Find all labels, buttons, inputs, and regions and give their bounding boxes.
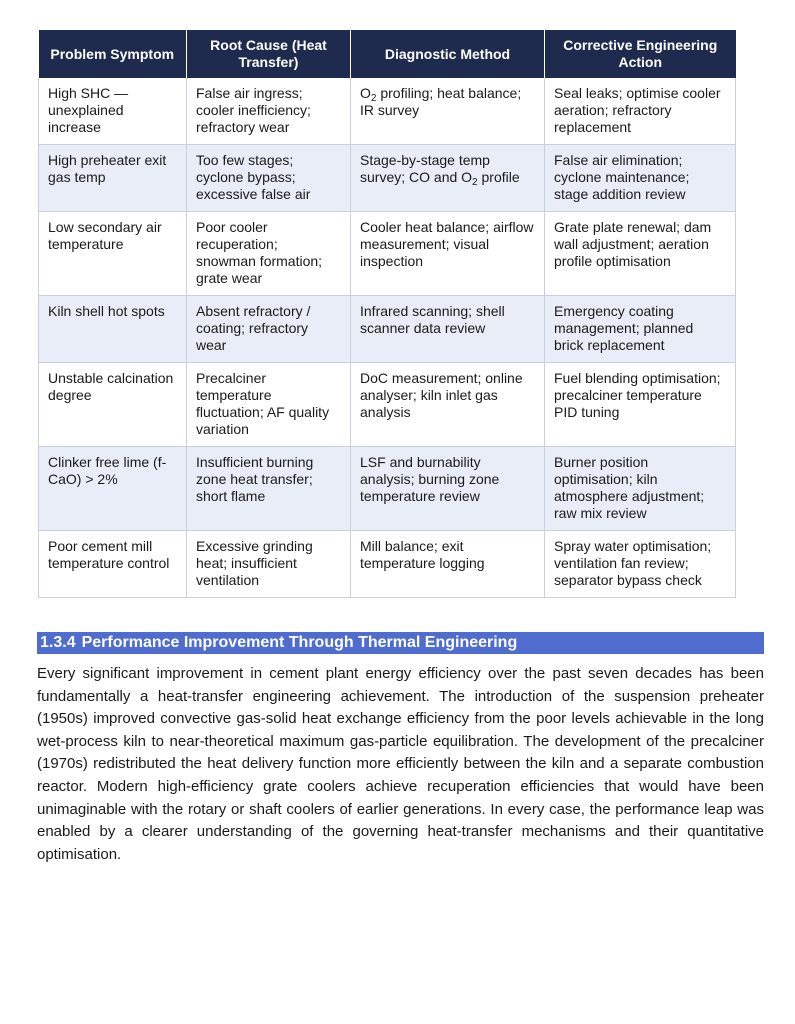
cell-symptom: Unstable calcination degree (39, 363, 187, 447)
subscript-2: 2 (472, 177, 478, 188)
cell-action: Grate plate renewal; dam wall adjustment; aeration profile optimisation (545, 212, 736, 296)
diagnostic-text: profile (477, 169, 520, 185)
header-root-cause: Root Cause (Heat Transfer) (187, 30, 351, 78)
table-row (39, 78, 736, 145)
section-heading (37, 632, 764, 654)
diagnostic-text: Stage-by-stage temp survey; CO and O (360, 152, 490, 185)
cell-action: Spray water optimisation; ventilation fan review; separator bypass check (545, 531, 736, 598)
table-row (39, 212, 736, 296)
section-number: 1.3.4 (40, 634, 76, 651)
cell-diagnostic (351, 78, 545, 145)
cell-cause: Too few stages; cyclone bypass; excessive false air (187, 145, 351, 212)
cell-action: Fuel blending optimisation; precalciner temperature PID tuning (545, 363, 736, 447)
cell-cause: Excessive grinding heat; insufficient ventilation (187, 531, 351, 598)
cell-action: Emergency coating management; planned brick replacement (545, 296, 736, 363)
cell-action: Burner position optimisation; kiln atmosphere adjustment; raw mix review (545, 447, 736, 531)
header-corrective-action: Corrective Engineering Action (545, 30, 736, 78)
cell-symptom: Kiln shell hot spots (39, 296, 187, 363)
cell-action: False air elimination; cyclone maintenance; stage addition review (545, 145, 736, 212)
section-body-paragraph: Every significant improvement in cement plant energy efficiency over the past seven decades has been fundamentally a heat-transfer engineering achievement. The introduction of the suspension preheater (1950s) improved convective gas-solid heat exchange efficiency from the poor levels achievable in the long wet-process kiln to near-theoretical maximum gas-particle equilibration. The development of the precalciner (1970s) redistributed the heat delivery function more efficiently between the kiln and a separate combustion reactor. Modern high-efficiency grate coolers achieve recuperation efficiencies that would have been unimaginable with the rotary or shaft coolers of earlier generations. In every case, the performance leap was enabled by a clearer understanding of the governing heat-transfer mechanisms and their quantitative optimisation. (37, 665, 764, 863)
table-row (39, 447, 736, 531)
cell-diagnostic: LSF and burnability analysis; burning zone temperature review (351, 447, 545, 531)
cell-diagnostic: DoC measurement; online analyser; kiln inlet gas analysis (351, 363, 545, 447)
cell-action: Seal leaks; optimise cooler aeration; refractory replacement (545, 78, 736, 145)
cell-diagnostic: Mill balance; exit temperature logging (351, 531, 545, 598)
cell-cause: Precalciner temperature fluctuation; AF quality variation (187, 363, 351, 447)
cell-symptom: High SHC — unexplained increase (39, 78, 187, 145)
cell-cause: False air ingress; cooler inefficiency; refractory wear (187, 78, 351, 145)
cell-cause: Insufficient burning zone heat transfer; short flame (187, 447, 351, 531)
table-row (39, 531, 736, 598)
cell-symptom: Clinker free lime (f-CaO) > 2% (39, 447, 187, 531)
diagnostic-table (38, 30, 736, 598)
subscript-2: 2 (370, 93, 377, 104)
diagnostic-text: profiling; heat balance; IR survey (360, 85, 522, 118)
table-row (39, 363, 736, 447)
table-header-row (39, 30, 736, 78)
table-row (39, 296, 736, 363)
header-diagnostic-method: Diagnostic Method (351, 30, 545, 78)
table-row (39, 145, 736, 212)
cell-symptom: Low secondary air temperature (39, 212, 187, 296)
cell-diagnostic: Cooler heat balance; airflow measurement; visual inspection (351, 212, 545, 296)
cell-symptom: High preheater exit gas temp (39, 145, 187, 212)
cell-diagnostic: Infrared scanning; shell scanner data review (351, 296, 545, 363)
cell-symptom: Poor cement mill temperature control (39, 531, 187, 598)
page (38, 30, 735, 598)
cell-cause: Absent refractory / coating; refractory wear (187, 296, 351, 363)
header-problem-symptom: Problem Symptom (39, 30, 187, 78)
section-title: Performance Improvement Through Thermal Engineering (81, 634, 518, 651)
diagnostic-text: O (360, 85, 371, 101)
cell-cause: Poor cooler recuperation; snowman formation; grate wear (187, 212, 351, 296)
cell-diagnostic (351, 145, 545, 212)
